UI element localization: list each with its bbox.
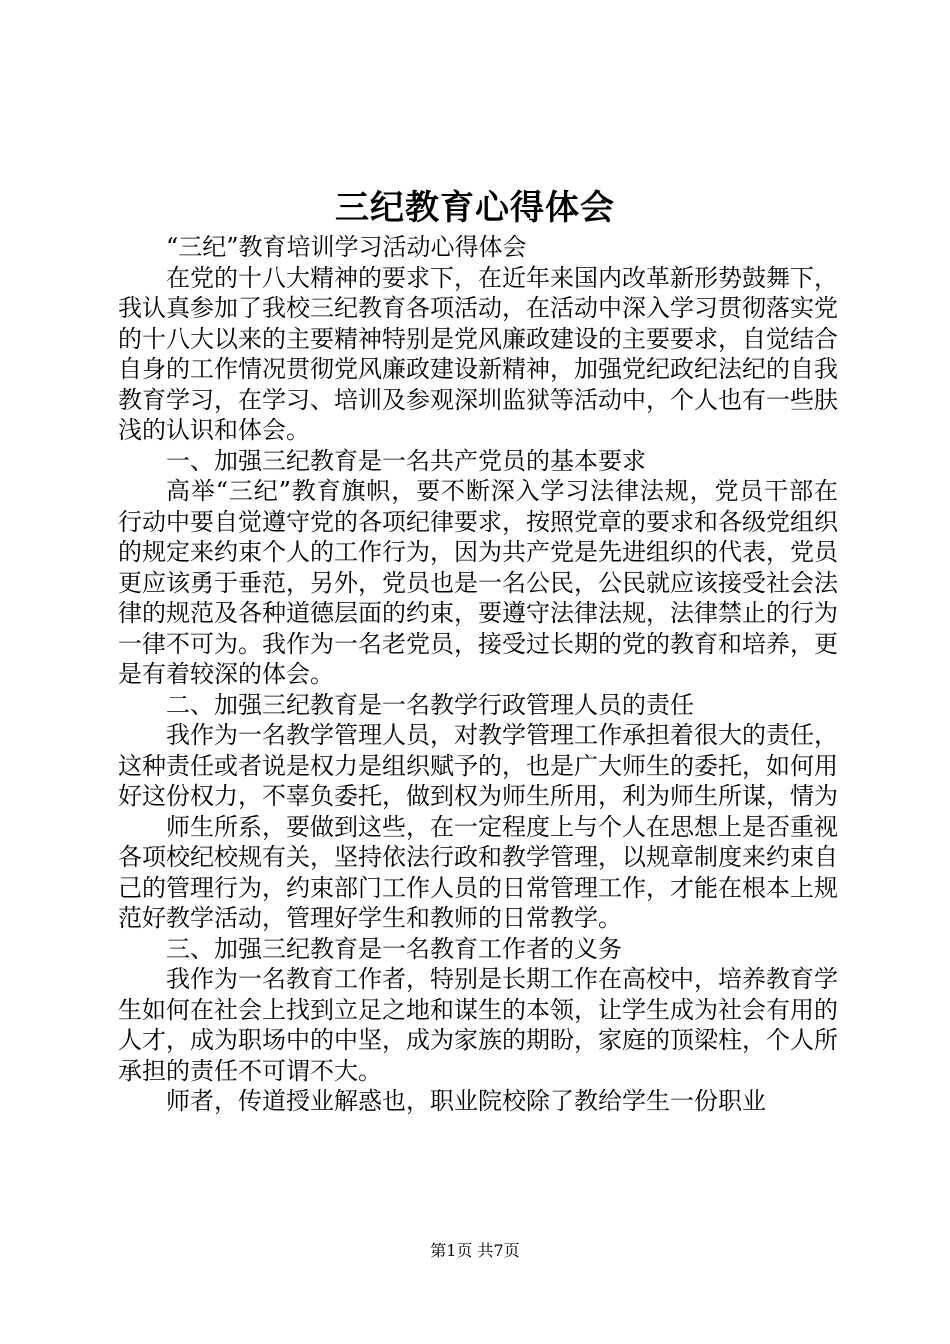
document-title: 三纪教育心得体会 <box>335 188 615 228</box>
page-footer: 第1页 共7页 <box>430 1241 520 1260</box>
document-body <box>118 232 838 1117</box>
section-3-paragraph-1: 我作为一名教育工作者，特别是长期工作在高校中，培养教育学生如何在社会上找到立足之地和谋生的本领，让学生成为社会有用的人才，成为职场中的中坚，成为家族的期盼，家庭的顶梁柱，个人所承担的责任不可谓不大。 <box>118 965 838 1085</box>
section-1-paragraph: 高举“三纪”教育旗帜，要不断深入学习法律法规，党员干部在行动中要自觉遵守党的各项纪律要求，按照党章的要求和各级党组织的规定来约束个人的工作行为，因为共产党是先进组织的代表，党员更应该勇于垂范，另外，党员也是一名公民，公民就应该接受社会法律的规范及各种道德层面的约束，要遵守法律法规，法律禁止的行为一律不可为。我作为一名老党员，接受过长期的党的教育和培养，更是有着较深的体会。 <box>118 477 838 688</box>
section-2-paragraph-1: 我作为一名教学管理人员，对教学管理工作承担着很大的责任，这种责任或者说是权力是组织赋予的，也是广大师生的委托，如何用好这份权力，不辜负委托，做到权为师生所用，利为师生所谋，情为 <box>118 721 838 810</box>
subtitle-paragraph: “三纪”教育培训学习活动心得体会 <box>166 233 527 261</box>
section-heading-2: 二、加强三纪教育是一名教学行政管理人员的责任 <box>166 690 694 719</box>
section-2-paragraph-2: 师生所系，要做到这些，在一定程度上与个人在思想上是否重视各项校纪校规有关，坚持依法行政和教学管理，以规章制度来约束自己的管理行为，约束部门工作人员的日常管理工作，才能在根本上规范好教学活动，管理好学生和教师的日常教学。 <box>118 812 838 932</box>
intro-paragraph: 在党的十八大精神的要求下，在近年来国内改革新形势鼓舞下，我认真参加了我校三纪教育各项活动，在活动中深入学习贯彻落实党的十八大以来的主要精神特别是党风廉政建设的主要要求，自觉结合自身的工作情况贯彻党风廉政建设新精神，加强党纪政纪法纪的自我教育学习，在学习、培训及参观深圳监狱等活动中，个人也有一些肤浅的认识和体会。 <box>118 263 838 444</box>
section-heading-1: 一、加强三纪教育是一名共产党员的基本要求 <box>166 446 646 475</box>
section-3-paragraph-2: 师者，传道授业解惑也，职业院校除了教给学生一份职业 <box>166 1087 766 1115</box>
section-heading-3: 三、加强三纪教育是一名教育工作者的义务 <box>166 934 622 963</box>
